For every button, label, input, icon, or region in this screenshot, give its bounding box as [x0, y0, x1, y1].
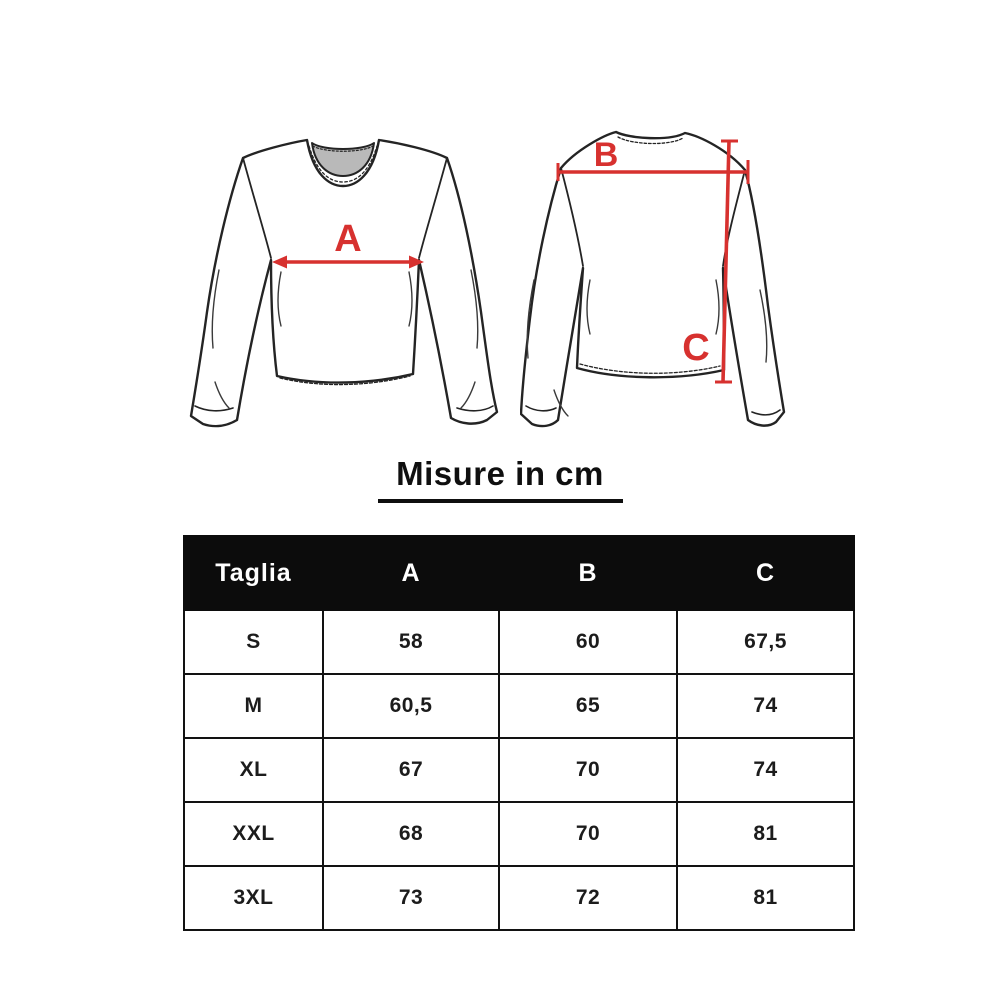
measure-a-label: A — [334, 218, 362, 260]
table-row-m — [184, 674, 854, 738]
size-cell: M — [184, 674, 323, 738]
measure-cell: 58 — [323, 610, 499, 674]
measure-cell: 74 — [677, 738, 854, 802]
size-cell: S — [184, 610, 323, 674]
size-cell: XXL — [184, 802, 323, 866]
measure-cell: 72 — [499, 866, 677, 930]
back-garment-outline — [521, 132, 784, 426]
header-taglia: Taglia — [184, 536, 323, 610]
header-a: A — [323, 536, 499, 610]
measure-cell: 60,5 — [323, 674, 499, 738]
measure-cell: 70 — [499, 738, 677, 802]
measure-cell: 70 — [499, 802, 677, 866]
header-row — [184, 536, 854, 610]
size-cell: XL — [184, 738, 323, 802]
measure-cell: 67,5 — [677, 610, 854, 674]
table-row-xxl — [184, 802, 854, 866]
measure-cell: 67 — [323, 738, 499, 802]
measure-c-label: C — [682, 327, 710, 369]
measure-b-label: B — [593, 136, 619, 174]
measure-cell: 81 — [677, 866, 854, 930]
garment-front-sketch — [185, 110, 505, 450]
table-row-xl — [184, 738, 854, 802]
measure-cell: 60 — [499, 610, 677, 674]
size-table-header — [184, 536, 854, 610]
title-underline — [378, 499, 623, 503]
page-title: Misure in cm — [396, 455, 604, 492]
header-b: B — [499, 536, 677, 610]
header-c: C — [677, 536, 854, 610]
measure-cell: 74 — [677, 674, 854, 738]
measure-cell: 68 — [323, 802, 499, 866]
measure-cell: 65 — [499, 674, 677, 738]
measure-cell: 73 — [323, 866, 499, 930]
title-block — [0, 455, 1000, 503]
garment-back-sketch — [520, 110, 820, 450]
measure-cell: 81 — [677, 802, 854, 866]
table-row-s — [184, 610, 854, 674]
size-table — [183, 535, 855, 931]
front-garment-outline — [191, 140, 497, 426]
size-table-body — [184, 610, 854, 930]
table-row-3xl — [184, 866, 854, 930]
size-cell: 3XL — [184, 866, 323, 930]
